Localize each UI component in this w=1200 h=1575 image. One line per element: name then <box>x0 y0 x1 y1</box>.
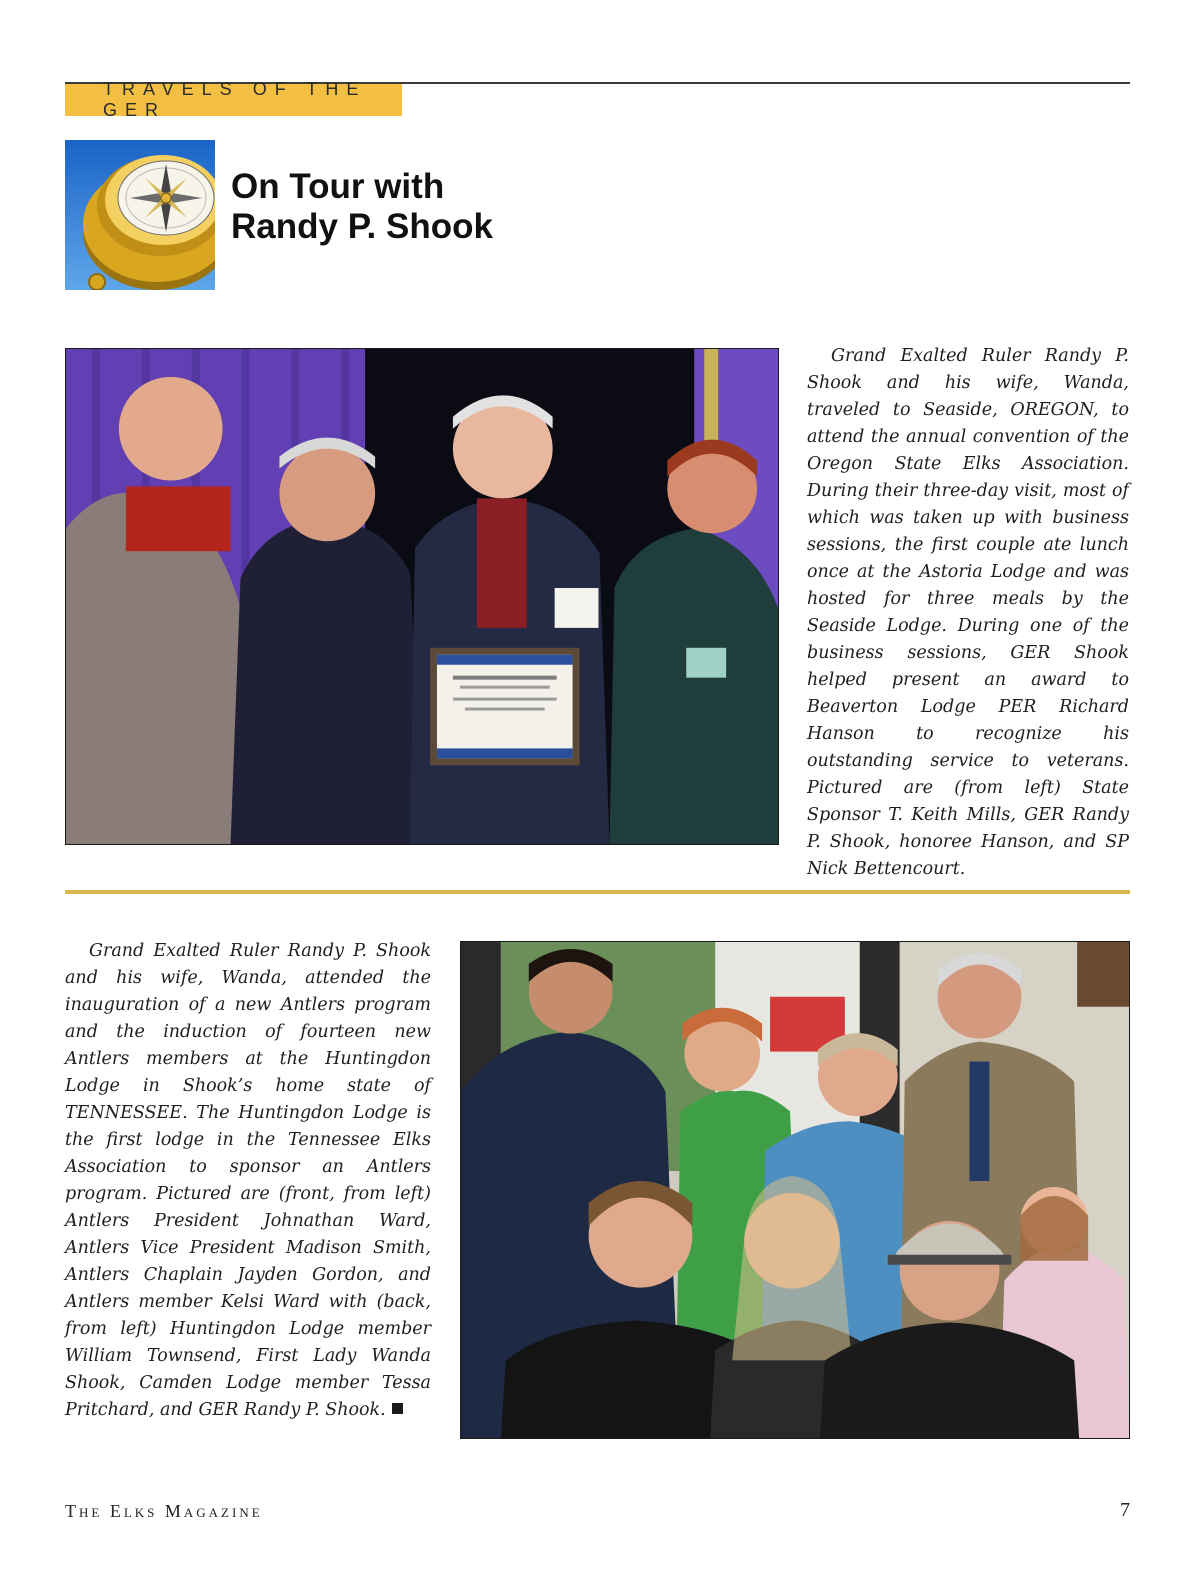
article-title <box>231 167 493 247</box>
section-label: TRAVELS OF THE GER <box>103 79 367 120</box>
section-tab <box>65 79 402 120</box>
tennessee-photo-illustration <box>461 942 1129 1438</box>
compass-icon <box>65 140 215 290</box>
title-line-1: On Tour with <box>231 167 445 206</box>
compass-logo <box>65 140 215 290</box>
tennessee-caption-text: Grand Exalted Ruler Randy P. Shook and his wife, Wanda, attended the inauguration of a new Antlers program and the induction of fourteen new Antlers members at the Huntingdon Lodge in Shook’s home state of TENNESSEE. The Huntingdon Lodge is the first lodge in the Tennessee Elks Association to sponsor an Antlers program. Pictured are (front, from left) Antlers President Johnathan Ward, Antlers Vice President Madison Smith, Antlers Chaplain Jayden Gordon, and Antlers member Kelsi Ward with (back, from left) Huntingdon Lodge member William Townsend, First Lady Wanda Shook, Camden Lodge member Tessa Pritchard, and GER Randy P. Shook. <box>65 941 431 1420</box>
tennessee-antlers-group-photo <box>460 941 1130 1439</box>
tennessee-caption <box>65 938 431 1424</box>
oregon-caption: Grand Exalted Ruler Randy P. Shook and his wife, Wanda, traveled to Seaside, OREGON, to attend the annual convention of the Oregon State Elks Association. During their three-day visit, most of which was taken up with business sessions, the first couple ate lunch once at the Astoria Lodge and was hosted for three meals by the Seaside Lodge. During one of the business sessions, GER Shook helped present an award to Beaverton Lodge PER Richard Hanson to recognize his outstanding service to veterans. Pictured are (from left) State Sponsor T. Keith Mills, GER Randy P. Shook, honoree Hanson, and SP Nick Bettencourt. <box>807 346 1129 879</box>
oregon-award-photo <box>65 348 779 845</box>
magazine-name: The Elks Magazine <box>65 1501 263 1521</box>
end-of-article-mark <box>392 1403 403 1414</box>
page-number: 7 <box>1120 1499 1130 1521</box>
section-divider <box>65 890 1130 894</box>
oregon-photo-illustration <box>66 349 778 844</box>
title-line-2: Randy P. Shook <box>231 207 493 246</box>
